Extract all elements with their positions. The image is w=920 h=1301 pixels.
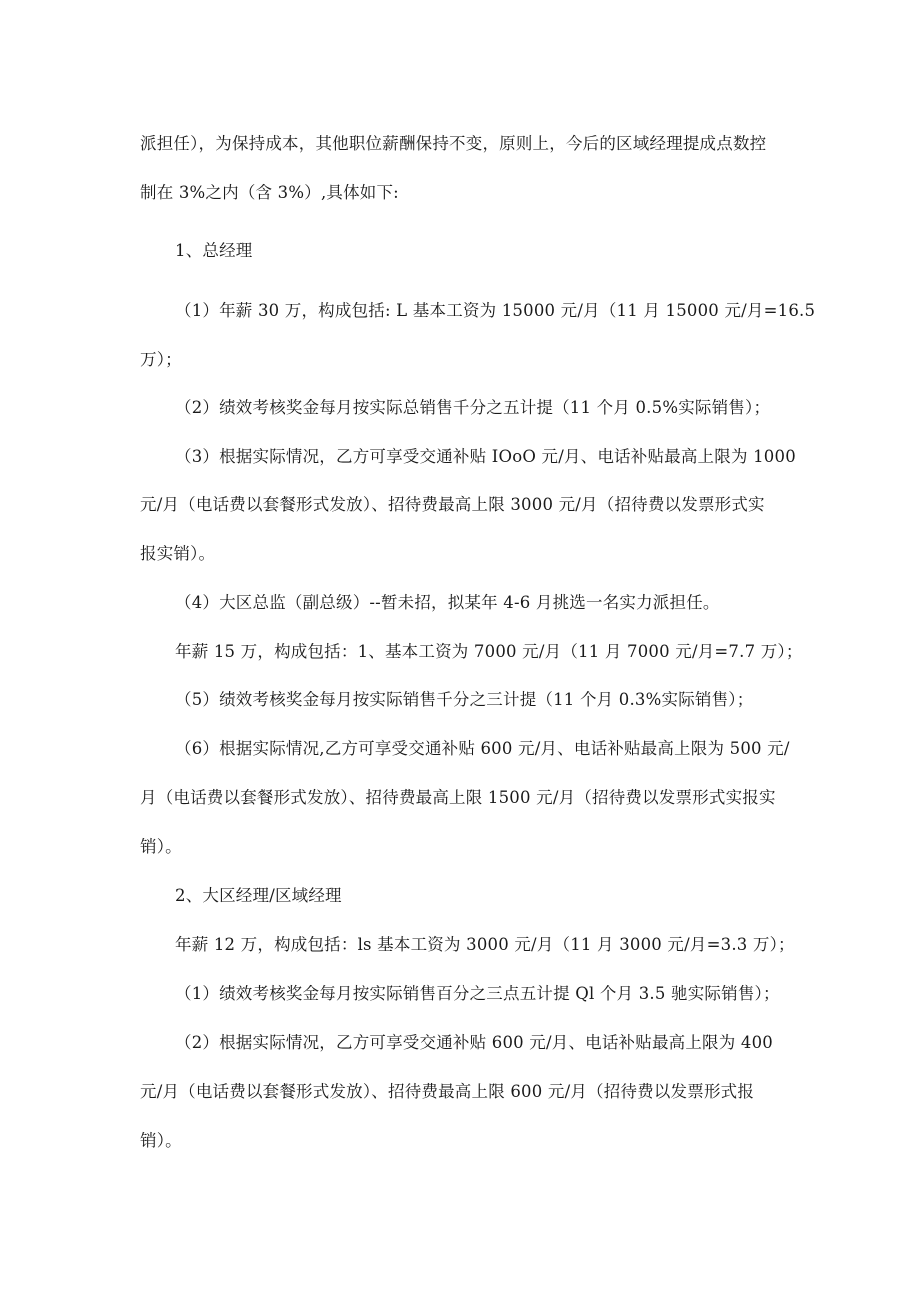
paragraph-line: （2）绩效考核奖金每月按实际总销售千分之五计提（11 个月 0.5%实际销售）； <box>175 398 771 417</box>
paragraph-line: （1）年薪 30 万，构成包括: L 基本工资为 15000 元/月（11 月 15000 元/月=16.5 <box>175 301 816 320</box>
paragraph-line: 元/月（电话费以套餐形式发放）、招待费最高上限 3000 元/月（招待费以发票形式实 <box>140 495 765 514</box>
paragraph-line: 销）。 <box>140 837 182 856</box>
paragraph-line: 年薪 12 万，构成包括：ls 基本工资为 3000 元/月（11 月 3000 元/月=3.3 万）； <box>175 935 795 954</box>
paragraph-line: （3）根据实际情况，乙方可享受交通补贴 IOoO 元/月、电话补贴最高上限为 1000 <box>175 447 796 466</box>
paragraph-line: 销）。 <box>140 1131 182 1150</box>
paragraph-line: （5）绩效考核奖金每月按实际销售千分之三计提（11 个月 0.3%实际销售）； <box>175 690 754 709</box>
section-heading: 2、大区经理/区域经理 <box>175 886 342 905</box>
paragraph-line: 元/月（电话费以套餐形式发放）、招待费最高上限 600 元/月（招待费以发票形式报 <box>140 1082 755 1101</box>
paragraph-line: 万）； <box>140 350 182 369</box>
section-heading: 1、总经理 <box>175 241 253 260</box>
paragraph-line: （4）大区总监（副总级）--暂未招，拟某年 4-6 月挑选一名实力派担任。 <box>175 593 720 612</box>
paragraph-line: 派担任），为保持成本，其他职位薪酬保持不变，原则上，今后的区域经理提成点数控 <box>140 134 767 153</box>
paragraph-line: 年薪 15 万，构成包括：1、基本工资为 7000 元/月（11 月 7000 元/月=7.7 万）； <box>175 642 803 661</box>
paragraph-line: （1）绩效考核奖金每月按实际销售百分之三点五计提 Ql 个月 3.5 驰实际销售）； <box>175 984 780 1003</box>
paragraph-line: 制在 3%之内（含 3%）,具体如下: <box>140 183 399 202</box>
paragraph-line: （2）根据实际情况，乙方可享受交通补贴 600 元/月、电话补贴最高上限为 400 <box>175 1033 773 1052</box>
paragraph-line: 月（电话费以套餐形式发放）、招待费最高上限 1500 元/月（招待费以发票形式实报实 <box>140 788 776 807</box>
paragraph-line: （6）根据实际情况,乙方可享受交通补贴 600 元/月、电话补贴最高上限为 500 元/ <box>175 739 790 758</box>
paragraph-line: 报实销）。 <box>140 544 216 563</box>
